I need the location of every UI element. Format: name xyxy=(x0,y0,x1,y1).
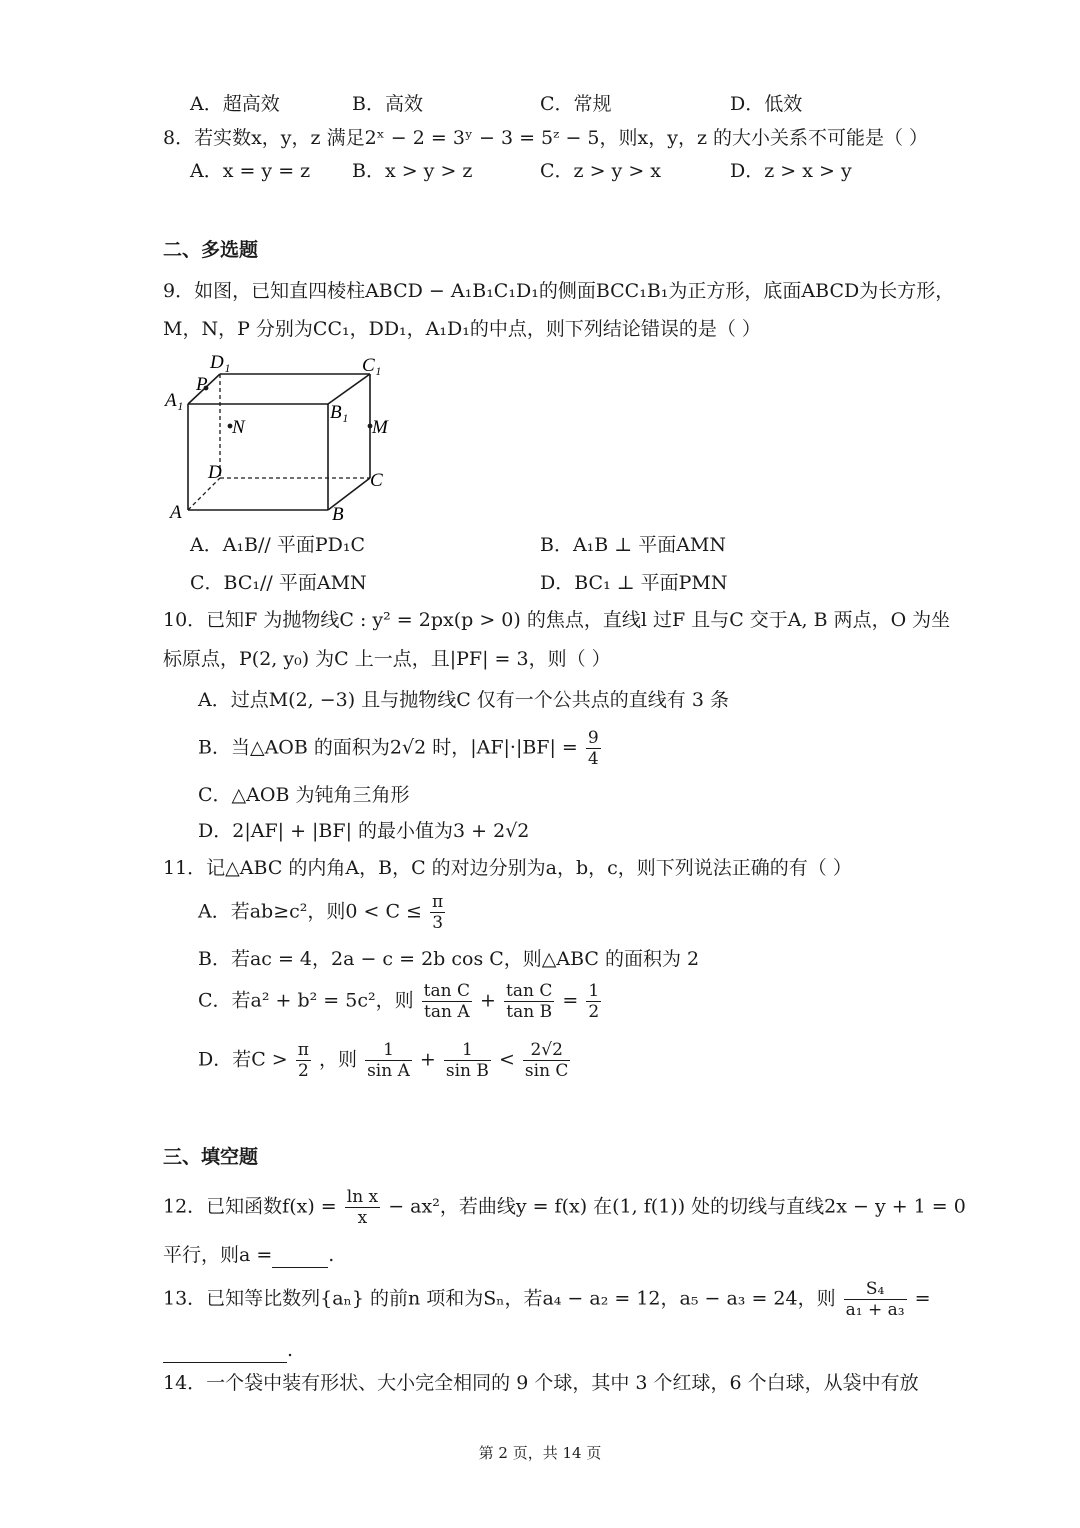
less-than-sign: < xyxy=(498,1048,515,1071)
page-footer: 第 2 页，共 14 页 xyxy=(478,1444,602,1462)
q12-text-post: − ax²，若曲线y = f(x) 在(1, f(1)) 处的切线与直线2x − y + 1 = 0 xyxy=(388,1195,966,1218)
equals-sign: = xyxy=(562,989,579,1012)
q13-text-pre: 13．已知等比数列{aₙ} 的前n 项和为Sₙ，若a₄ − a₂ = 12，a₅ − a₃ = 24，则 xyxy=(163,1287,836,1310)
q12-text-pre: 12．已知函数f(x) = xyxy=(163,1195,337,1218)
label-c1: C₁ xyxy=(362,355,382,376)
q13-line2-end: . xyxy=(287,1339,294,1361)
plus-sign: + xyxy=(419,1048,436,1071)
q11-option-c-fraction-3: $\frac{1}{2}$ xyxy=(588,981,600,1022)
q11-option-d-fraction-4: $\frac{2√2}{\text{sin C}}$ xyxy=(524,1040,569,1081)
q11-option-d-text: D．若C > xyxy=(198,1048,288,1071)
q10-line1: 10．已知F 为抛物线C : y² = 2px(p > 0) 的焦点，直线l 过F 且与C 交于A, B 两点，O 为坐 xyxy=(163,609,951,631)
q10-option-a: A．过点M(2, −3) 且与抛物线C 仅有一个公共点的直线有 3 条 xyxy=(198,689,729,711)
q12-line2-text: 平行，则a = xyxy=(163,1244,273,1266)
q10-line2: 标原点，P(2, y₀) 为C 上一点，且|PF| = 3，则（ ） xyxy=(163,648,611,670)
q10-option-c: C．△AOB 为钝角三角形 xyxy=(198,784,410,806)
q11-option-c xyxy=(198,981,603,1022)
q9-line2: M，N，P 分别为CC₁，DD₁，A₁D₁的中点，则下列结论错误的是（ ） xyxy=(163,318,761,340)
label-n: N xyxy=(232,417,245,438)
label-d1: D₁ xyxy=(210,352,231,373)
q9-option-d: D．BC₁ ⊥ 平面PMN xyxy=(540,572,728,594)
q11-option-a xyxy=(198,892,447,933)
plus-sign: + xyxy=(480,989,496,1012)
q12-fraction: $\frac{\text{ln x}}{x}$ xyxy=(346,1187,379,1228)
q11-option-d-fraction-1: $\frac{\pi}{2}$ xyxy=(297,1040,309,1081)
q11-option-d-fraction-3: $\frac{1}{\text{sin B}}$ xyxy=(445,1040,489,1081)
q11-option-a-fraction: $\frac{\pi}{3}$ xyxy=(432,892,444,933)
q10-option-d: D．2|AF| + |BF| 的最小值为3 + 2√2 xyxy=(198,820,530,842)
label-p: P xyxy=(196,374,208,395)
q7-option-a: A．超高效 xyxy=(190,93,280,115)
q10-option-b xyxy=(198,728,603,769)
label-a: A xyxy=(170,502,182,523)
q11-option-c-fraction-1: $\frac{\text{tan C}}{\text{tan A}}$ xyxy=(423,981,470,1022)
q11-option-b: B．若ac = 4，2a − c = 2b cos C，则△ABC 的面积为 2 xyxy=(198,948,700,970)
q11-stem: 11．记△ABC 的内角A，B，C 的对边分别为a，b，c，则下列说法正确的有（ ） xyxy=(163,857,852,879)
q10-option-b-text: B．当△AOB 的面积为2√2 时，|AF|·|BF| = xyxy=(198,736,578,759)
q11-option-d-then: ，则 xyxy=(319,1048,358,1071)
q14-line1: 14．一个袋中装有形状、大小完全相同的 9 个球，其中 3 个红球，6 个白球，从袋中有放 xyxy=(163,1372,919,1394)
q13-line2 xyxy=(163,1338,293,1363)
q8-option-c: C．z > y > x xyxy=(540,160,661,182)
q7-option-c: C．常规 xyxy=(540,93,612,115)
section-multiple-choice: 二、多选题 xyxy=(163,239,259,261)
label-b: B xyxy=(332,504,344,525)
prism-figure xyxy=(160,346,400,526)
label-b1: B₁ xyxy=(330,402,349,423)
q7-option-b: B．高效 xyxy=(352,93,423,115)
q12-answer-blank[interactable] xyxy=(272,1243,328,1268)
equals-sign: = xyxy=(914,1287,931,1310)
q11-option-a-text: A．若ab≥c²，则0 < C ≤ xyxy=(198,900,422,923)
label-c: C xyxy=(370,470,383,491)
q9-line1: 9．如图，已知直四棱柱ABCD − A₁B₁C₁D₁的侧面BCC₁B₁为正方形，底面ABCD为长方形， xyxy=(163,280,955,302)
label-a1: A₁ xyxy=(165,390,184,411)
q7-option-d: D．低效 xyxy=(730,93,803,115)
q9-option-a: A．A₁B// 平面PD₁C xyxy=(190,534,366,556)
label-m: M xyxy=(372,417,388,438)
q11-option-d xyxy=(198,1040,572,1081)
section-fill-in-blank: 三、填空题 xyxy=(163,1146,259,1168)
q8-option-d: D．z > x > y xyxy=(730,160,852,182)
q8-stem: 8．若实数x，y，z 满足2ˣ − 2 = 3ʸ − 3 = 5ᶻ − 5，则x，y，z 的大小关系不可能是（ ） xyxy=(163,127,929,149)
q13-answer-blank[interactable] xyxy=(163,1338,287,1363)
q13-line1 xyxy=(163,1279,931,1320)
q8-option-a: A．x = y = z xyxy=(190,160,311,182)
q12-line1 xyxy=(163,1187,966,1228)
q11-option-d-fraction-2: $\frac{1}{\text{sin A}}$ xyxy=(367,1040,410,1081)
q10-option-b-fraction: $\frac{9}{4}$ xyxy=(587,728,599,769)
q12-line2-end: . xyxy=(328,1244,335,1266)
edge-b1c1 xyxy=(328,374,370,404)
q13-fraction: $\frac{\text{S₄}}{\text{a₁ + a₃}}$ xyxy=(845,1279,905,1320)
q8-option-b: B．x > y > z xyxy=(352,160,473,182)
q12-line2 xyxy=(163,1243,334,1268)
q11-option-c-text: C．若a² + b² = 5c²，则 xyxy=(198,989,414,1012)
q9-option-c: C．BC₁// 平面AMN xyxy=(190,572,367,594)
q9-option-b: B．A₁B ⊥ 平面AMN xyxy=(540,534,727,556)
q11-option-c-fraction-2: $\frac{\text{tan C}}{\text{tan B}}$ xyxy=(506,981,553,1022)
label-d: D xyxy=(208,462,222,483)
